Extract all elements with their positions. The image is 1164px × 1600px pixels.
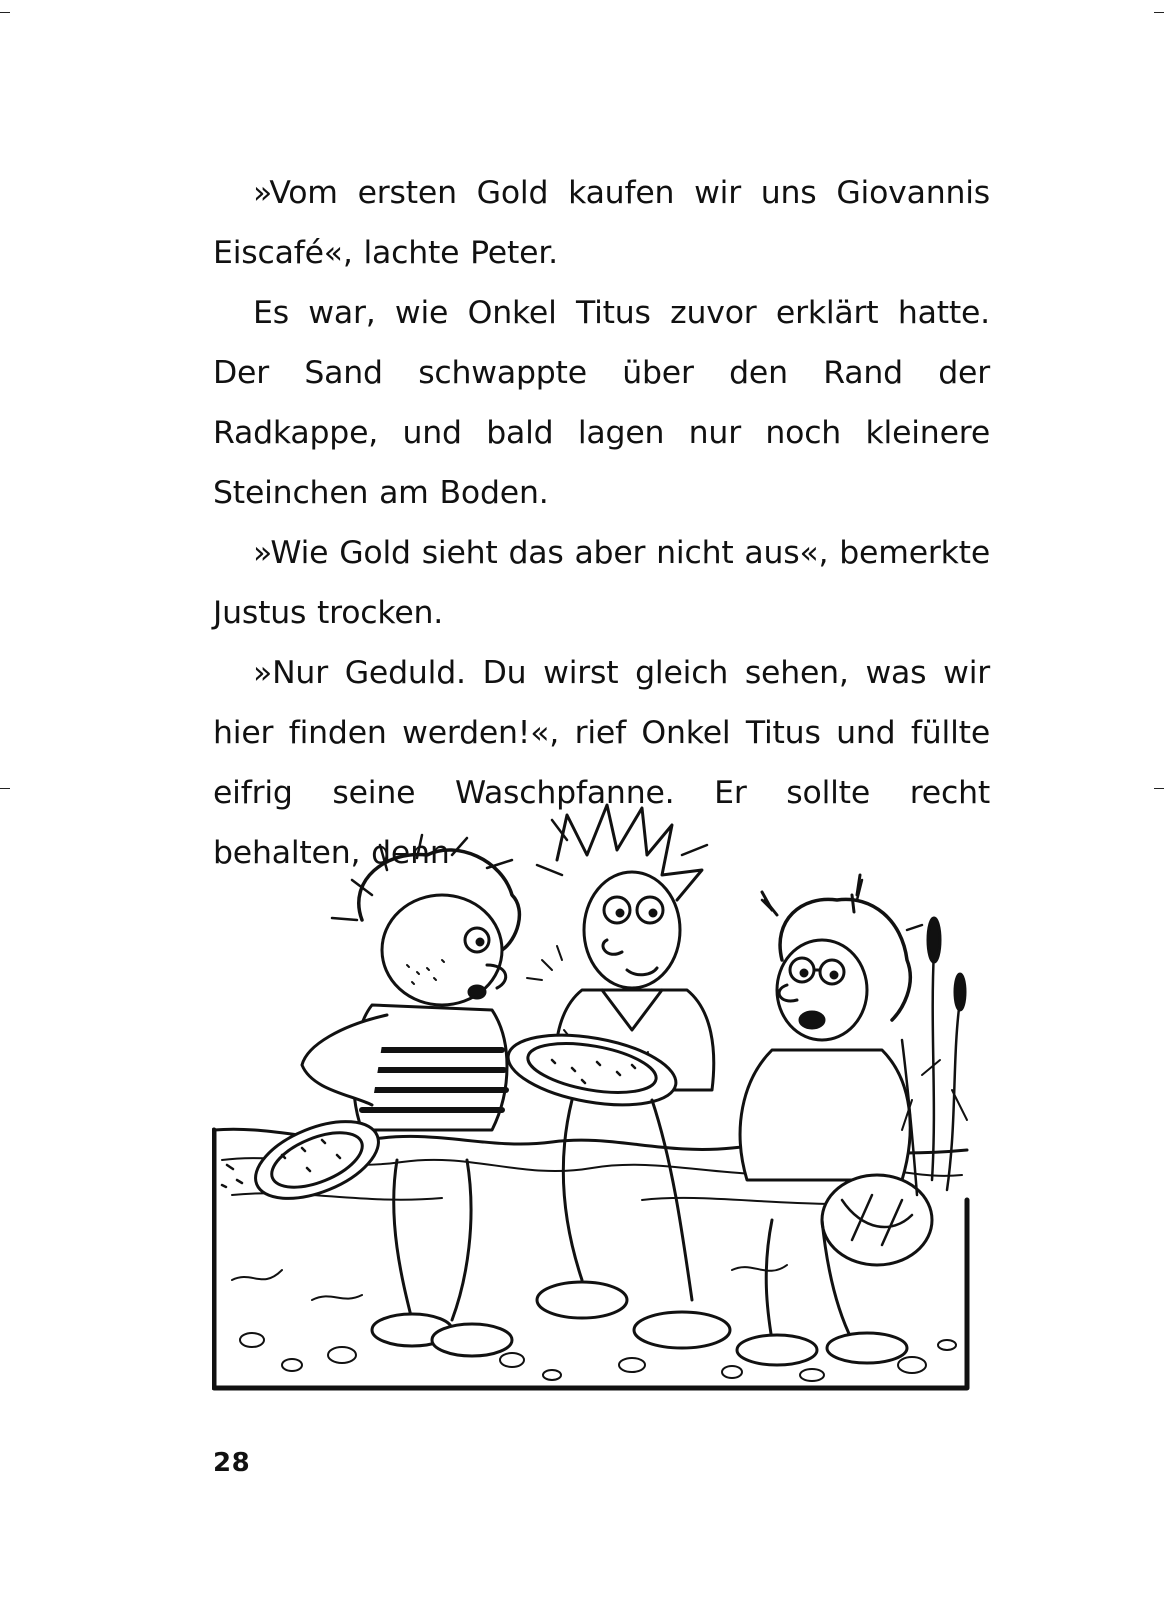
- crop-mark-middle-right: [1154, 788, 1164, 789]
- page-number: 28: [213, 1448, 251, 1478]
- paragraph-1: »Vom ersten Gold kaufen wir uns Giovannis Eiscafé«, lachte Peter.: [213, 175, 990, 271]
- crop-mark-middle-left: [0, 788, 10, 789]
- crop-mark-top-right: [1154, 12, 1164, 13]
- paragraph-3: »Wie Gold sieht das aber nicht aus«, bemerkte Justus trocken.: [213, 535, 990, 631]
- paragraph-2: Es war, wie Onkel Titus zuvor erklärt hatte. Der Sand schwappte über den Rand der Radkappe, und bald lagen nur noch kleinere Steinchen am Boden.: [213, 295, 990, 511]
- boy-right: [737, 875, 932, 1365]
- crop-mark-top-left: [0, 12, 10, 13]
- boy-middle: [503, 805, 730, 1348]
- body-text: [213, 163, 990, 883]
- boy-left: [222, 835, 519, 1356]
- gold-panning-illustration: [212, 800, 987, 1410]
- paragraph-4: »Nur Geduld. Du wirst gleich sehen, was wir hier finden werden!«, rief Onkel Titus und füllte eifrig seine Waschpfanne. Er sollte recht behalten, denn: [213, 655, 990, 871]
